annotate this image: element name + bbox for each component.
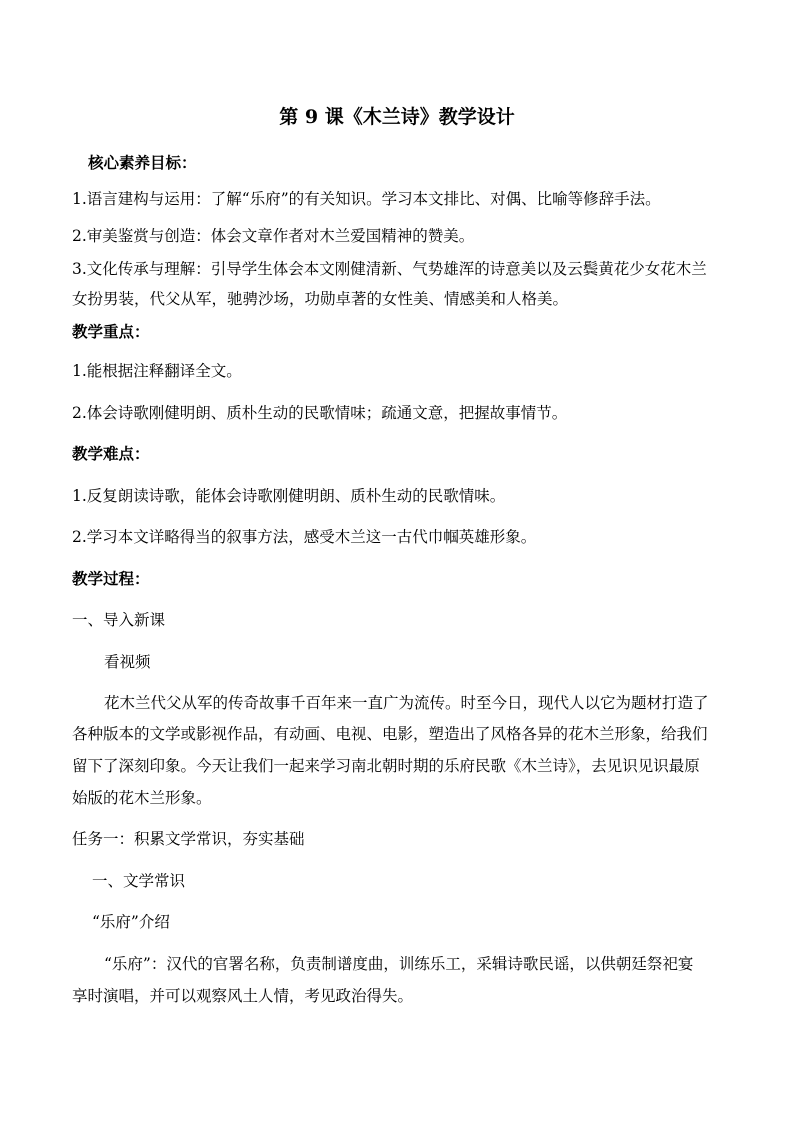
key-point-item-2: 2.体会诗歌刚健明朗、质朴生动的民歌情味；疏通文意，把握故事情节。 xyxy=(72,404,568,422)
difficulty-item-1: 1.反复朗读诗歌，能体会诗歌刚健明朗、质朴生动的民歌情味。 xyxy=(72,487,506,505)
key-point-item-1: 1.能根据注释翻译全文。 xyxy=(72,362,242,380)
key-points-heading: 教学重点： xyxy=(72,322,150,341)
process-heading: 教学过程： xyxy=(72,569,150,588)
task-one-heading: 任务一：积累文学常识，夯实基础 xyxy=(72,830,305,848)
objective-item-2: 2.审美鉴赏与创造：体会文章作者对木兰爱国精神的赞美。 xyxy=(72,227,475,245)
intro-paragraph-line-4: 始版的花木兰形象。 xyxy=(72,789,212,807)
document-title: 第 9 课《木兰诗》教学设计 xyxy=(279,106,515,128)
yuefu-paragraph-line-2: 享时演唱，并可以观察风土人情，考见政治得失。 xyxy=(72,987,414,1005)
watch-video-label: 看视频 xyxy=(104,653,151,671)
intro-paragraph-line-3: 留下了深刻印象。今天让我们一起来学习南北朝时期的乐府民歌《木兰诗》，去见识见识最原 xyxy=(72,757,700,775)
objectives-heading: 核心素养目标： xyxy=(88,153,197,172)
intro-paragraph-line-2: 各种版本的文学或影视作品，有动画、电视、电影，塑造出了风格各异的花木兰形象，给我们 xyxy=(72,725,708,743)
yuefu-intro-heading: “乐府”介绍 xyxy=(92,913,170,931)
literary-knowledge-heading: 一、文学常识 xyxy=(92,872,186,890)
objective-item-3: 3.文化传承与理解：引导学生体会本文刚健清新、气势雄浑的诗意美以及云鬓黄花少女花木兰 xyxy=(72,260,707,278)
difficulties-heading: 教学难点： xyxy=(72,444,150,463)
objective-item-1: 1.语言建构与运用：了解“乐府”的有关知识。学习本文排比、对偶、比喻等修辞手法。 xyxy=(72,190,661,208)
intro-paragraph-line-1: 花木兰代父从军的传奇故事千百年来一直广为流传。时至今日，现代人以它为题材打造了 xyxy=(104,694,709,712)
yuefu-paragraph-line-1: “乐府”：汉代的官署名称，负责制谱度曲，训练乐工，采辑诗歌民谣，以供朝廷祭祀宴 xyxy=(104,955,694,973)
section-intro-heading: 一、导入新课 xyxy=(72,611,166,629)
objective-item-3-cont: 女扮男装，代父从军，驰骋沙场，功勋卓著的女性美、情感美和人格美。 xyxy=(72,290,569,308)
difficulty-item-2: 2.学习本文详略得当的叙事方法，感受木兰这一古代巾帼英雄形象。 xyxy=(72,528,537,546)
